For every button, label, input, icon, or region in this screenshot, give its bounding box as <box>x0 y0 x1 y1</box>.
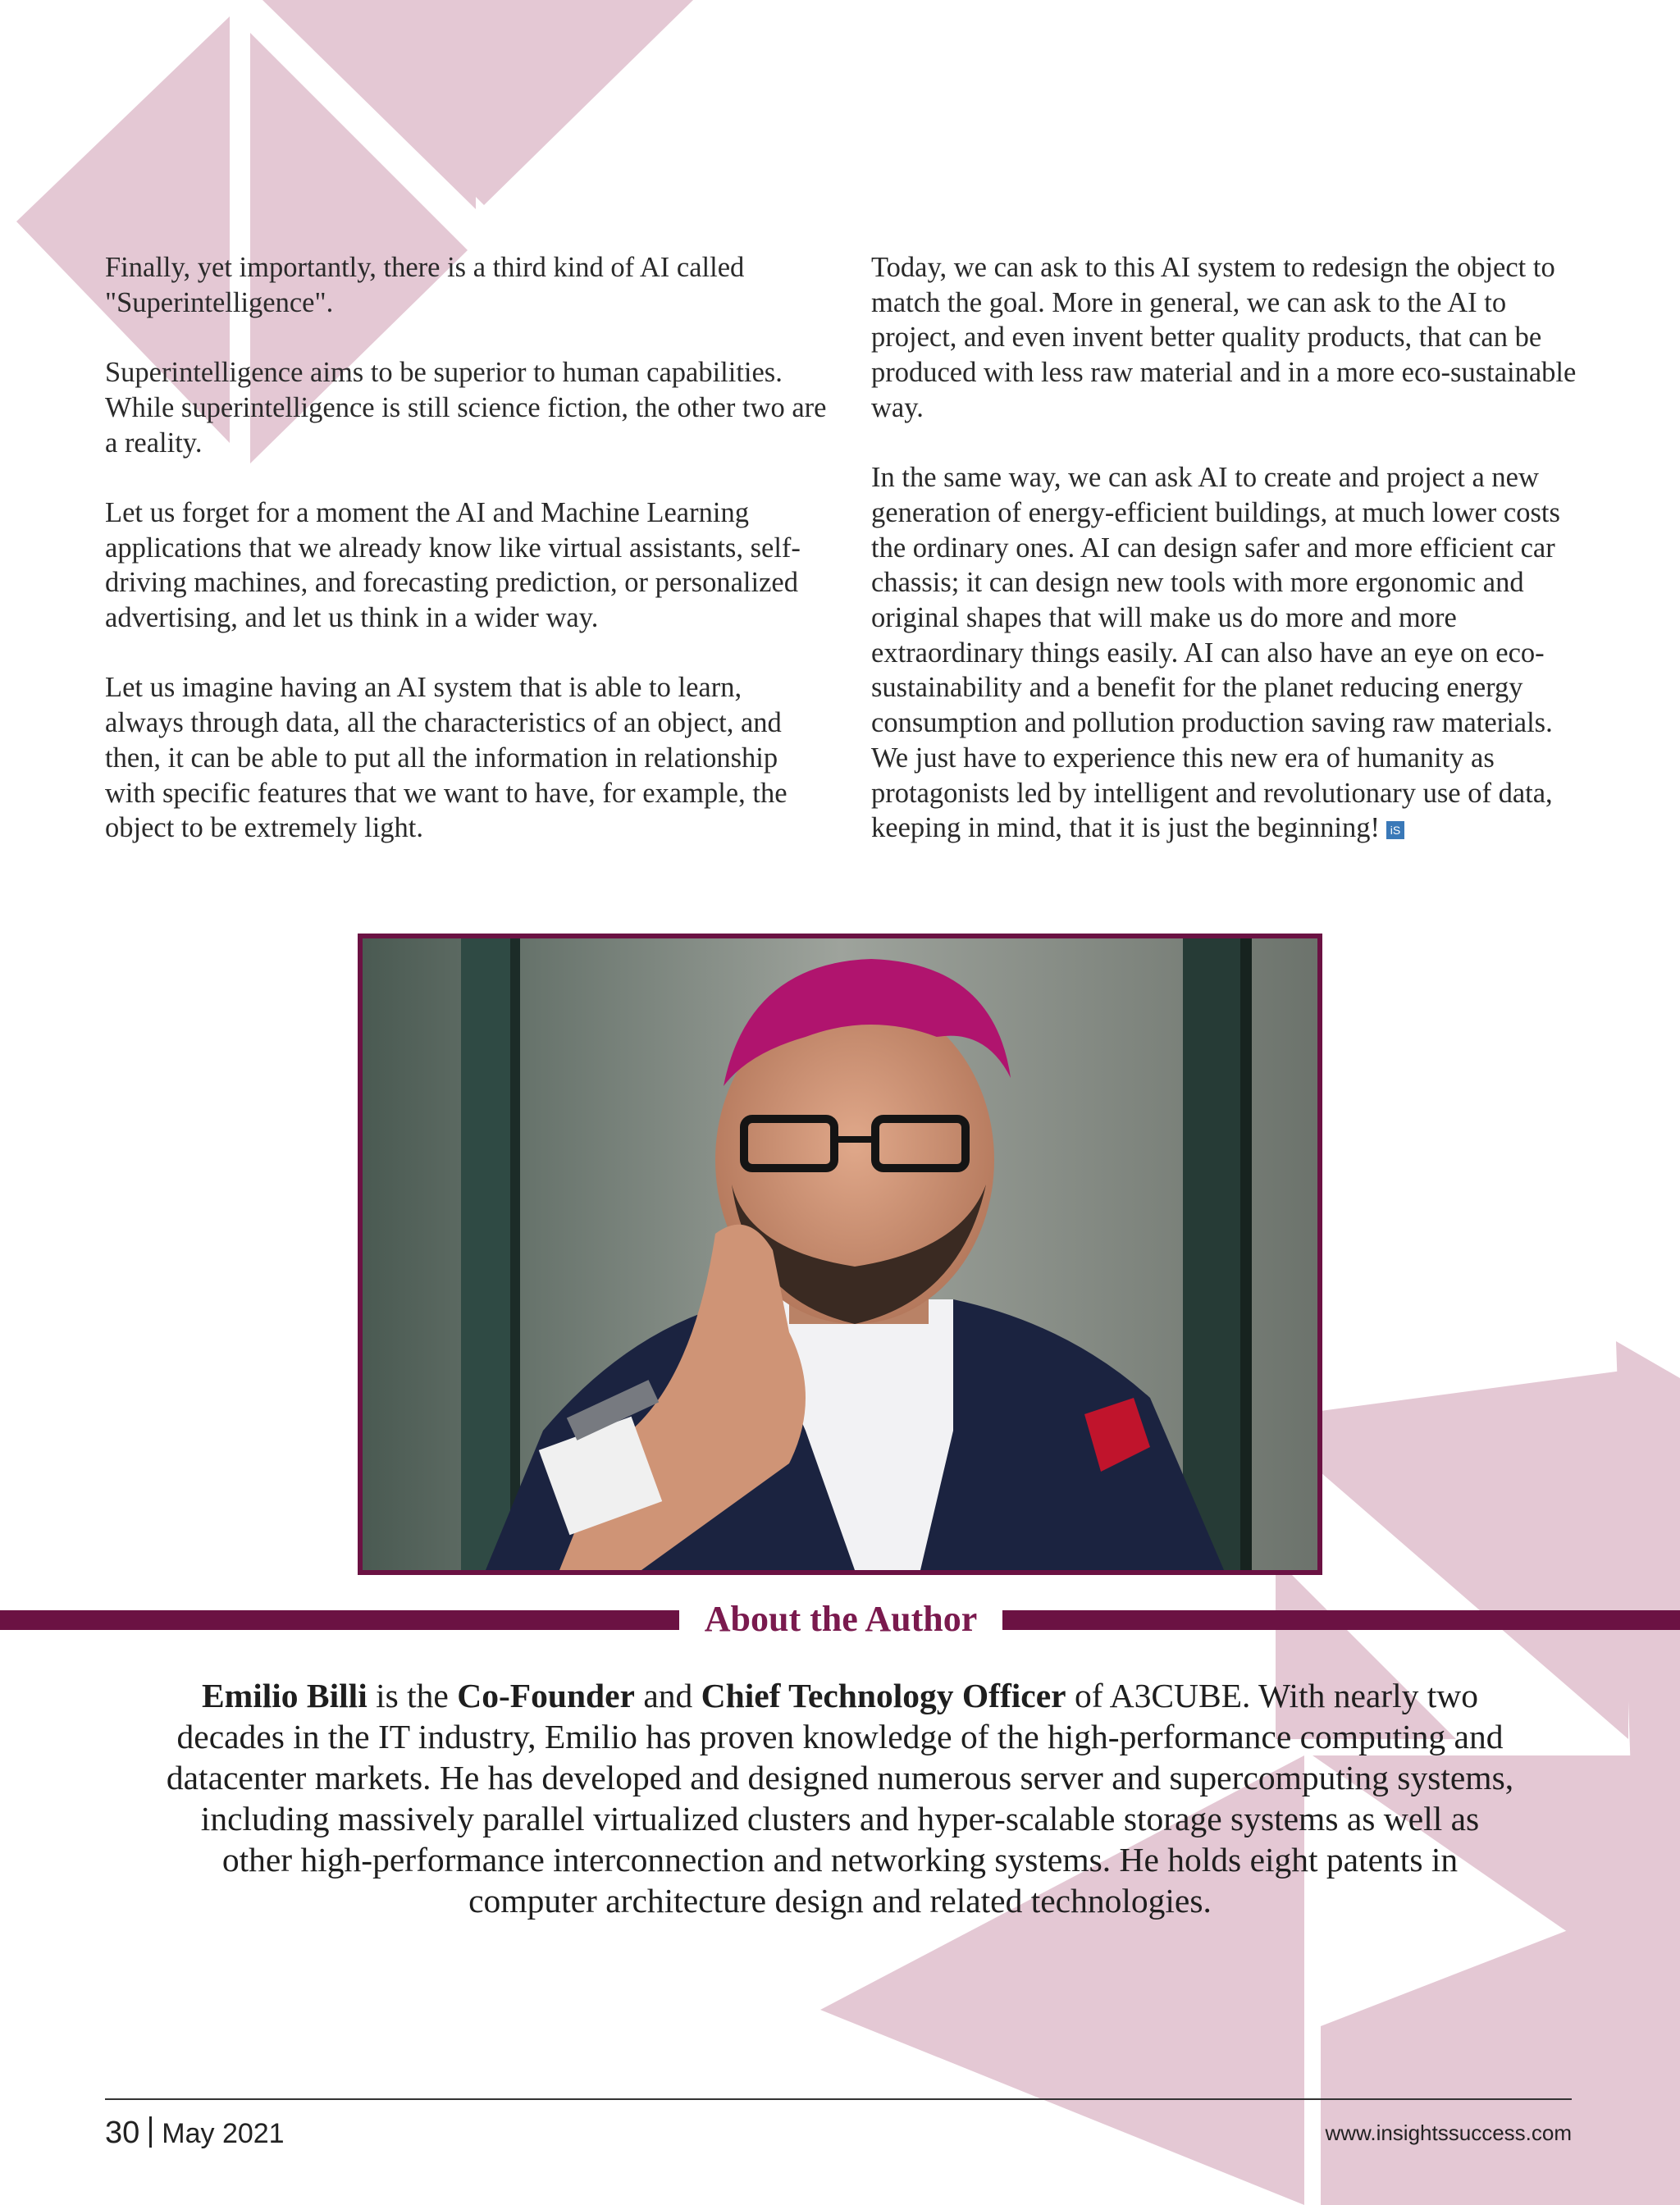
paragraph: Today, we can ask to this AI system to redesign the object to match the goal. More in general, we can ask to the AI to project, and even invent better quality products, that can be produced with less raw material and in a more eco-sustainable way. <box>871 252 1577 423</box>
paragraph: Finally, yet importantly, there is a third kind of AI called "Superintelligence". <box>105 252 745 318</box>
paragraph: Superintelligence aims to be superior to human capabilities. While superintelligence is still science fiction, the other two are a reality. <box>105 357 827 459</box>
author-role: Chief Technology Officer <box>701 1677 1066 1714</box>
paragraph: Let us imagine having an AI system that is able to learn, always through data, all the characteristics of an object, and then, it can be able to put all the information in relationship with specific features that we want to have, for example, the object to be extremely light. <box>105 672 788 844</box>
right-column <box>871 250 1585 881</box>
paragraph-with-end-mark <box>871 460 1585 846</box>
bg-triangle <box>1616 1341 1680 1821</box>
bg-triangle <box>1321 1887 1680 2205</box>
left-column <box>105 250 827 881</box>
author-role: Co-Founder <box>457 1677 635 1714</box>
bio-text: of A3CUBE. With nearly two decades in the IT industry, Emilio has proven knowledge of the high-performance computing and datacenter markets. He has developed and designed numerous server and supercomputing systems, including massively parallel virtualized clusters and hyper-scalable storage systems as well as other high-performance interconnection and networking systems. He holds eight patents in computer architecture design and related technologies. <box>166 1677 1514 1920</box>
author-heading: About the Author <box>704 1599 978 1639</box>
author-heading-rule-right <box>1002 1610 1680 1630</box>
paragraph: In the same way, we can ask AI to create and project a new generation of energy-efficient buildings, at much lower costs the ordinary ones. AI can design safer and more efficient car chassis; it can design new tools with more ergonomic and original shapes that will make us do more and more extraordinary things easily. AI can also have an eye on eco-sustainability and a benefit for the planet reducing energy consumption and pollution production saving raw materials. We just have to experience this new era of humanity as protagonists led by intelligent and revolutionary use of data, keeping in mind, that it is just the beginning! <box>871 462 1560 844</box>
bio-text: and <box>634 1677 701 1714</box>
website-link[interactable]: www.insightssuccess.com <box>1325 2121 1572 2145</box>
bio-text: is the <box>367 1677 458 1714</box>
author-heading-rule-left <box>0 1610 679 1630</box>
author-photo <box>358 934 1322 1575</box>
footer-rule <box>105 2098 1572 2100</box>
footer-page-info <box>105 2114 285 2152</box>
paragraph: Let us forget for a moment the AI and Machine Learning applications that we already know like virtual assistants, self-driving machines, and forecasting prediction, or personalized advertising, and let us think in a wider way. <box>105 496 801 633</box>
footer-separator <box>149 2116 152 2148</box>
author-name: Emilio Billi <box>201 1677 368 1714</box>
page-number: 30 <box>105 2116 140 2150</box>
end-of-article-icon: iS <box>1386 821 1404 839</box>
issue-date: May 2021 <box>162 2118 285 2149</box>
author-bio <box>164 1675 1516 1921</box>
